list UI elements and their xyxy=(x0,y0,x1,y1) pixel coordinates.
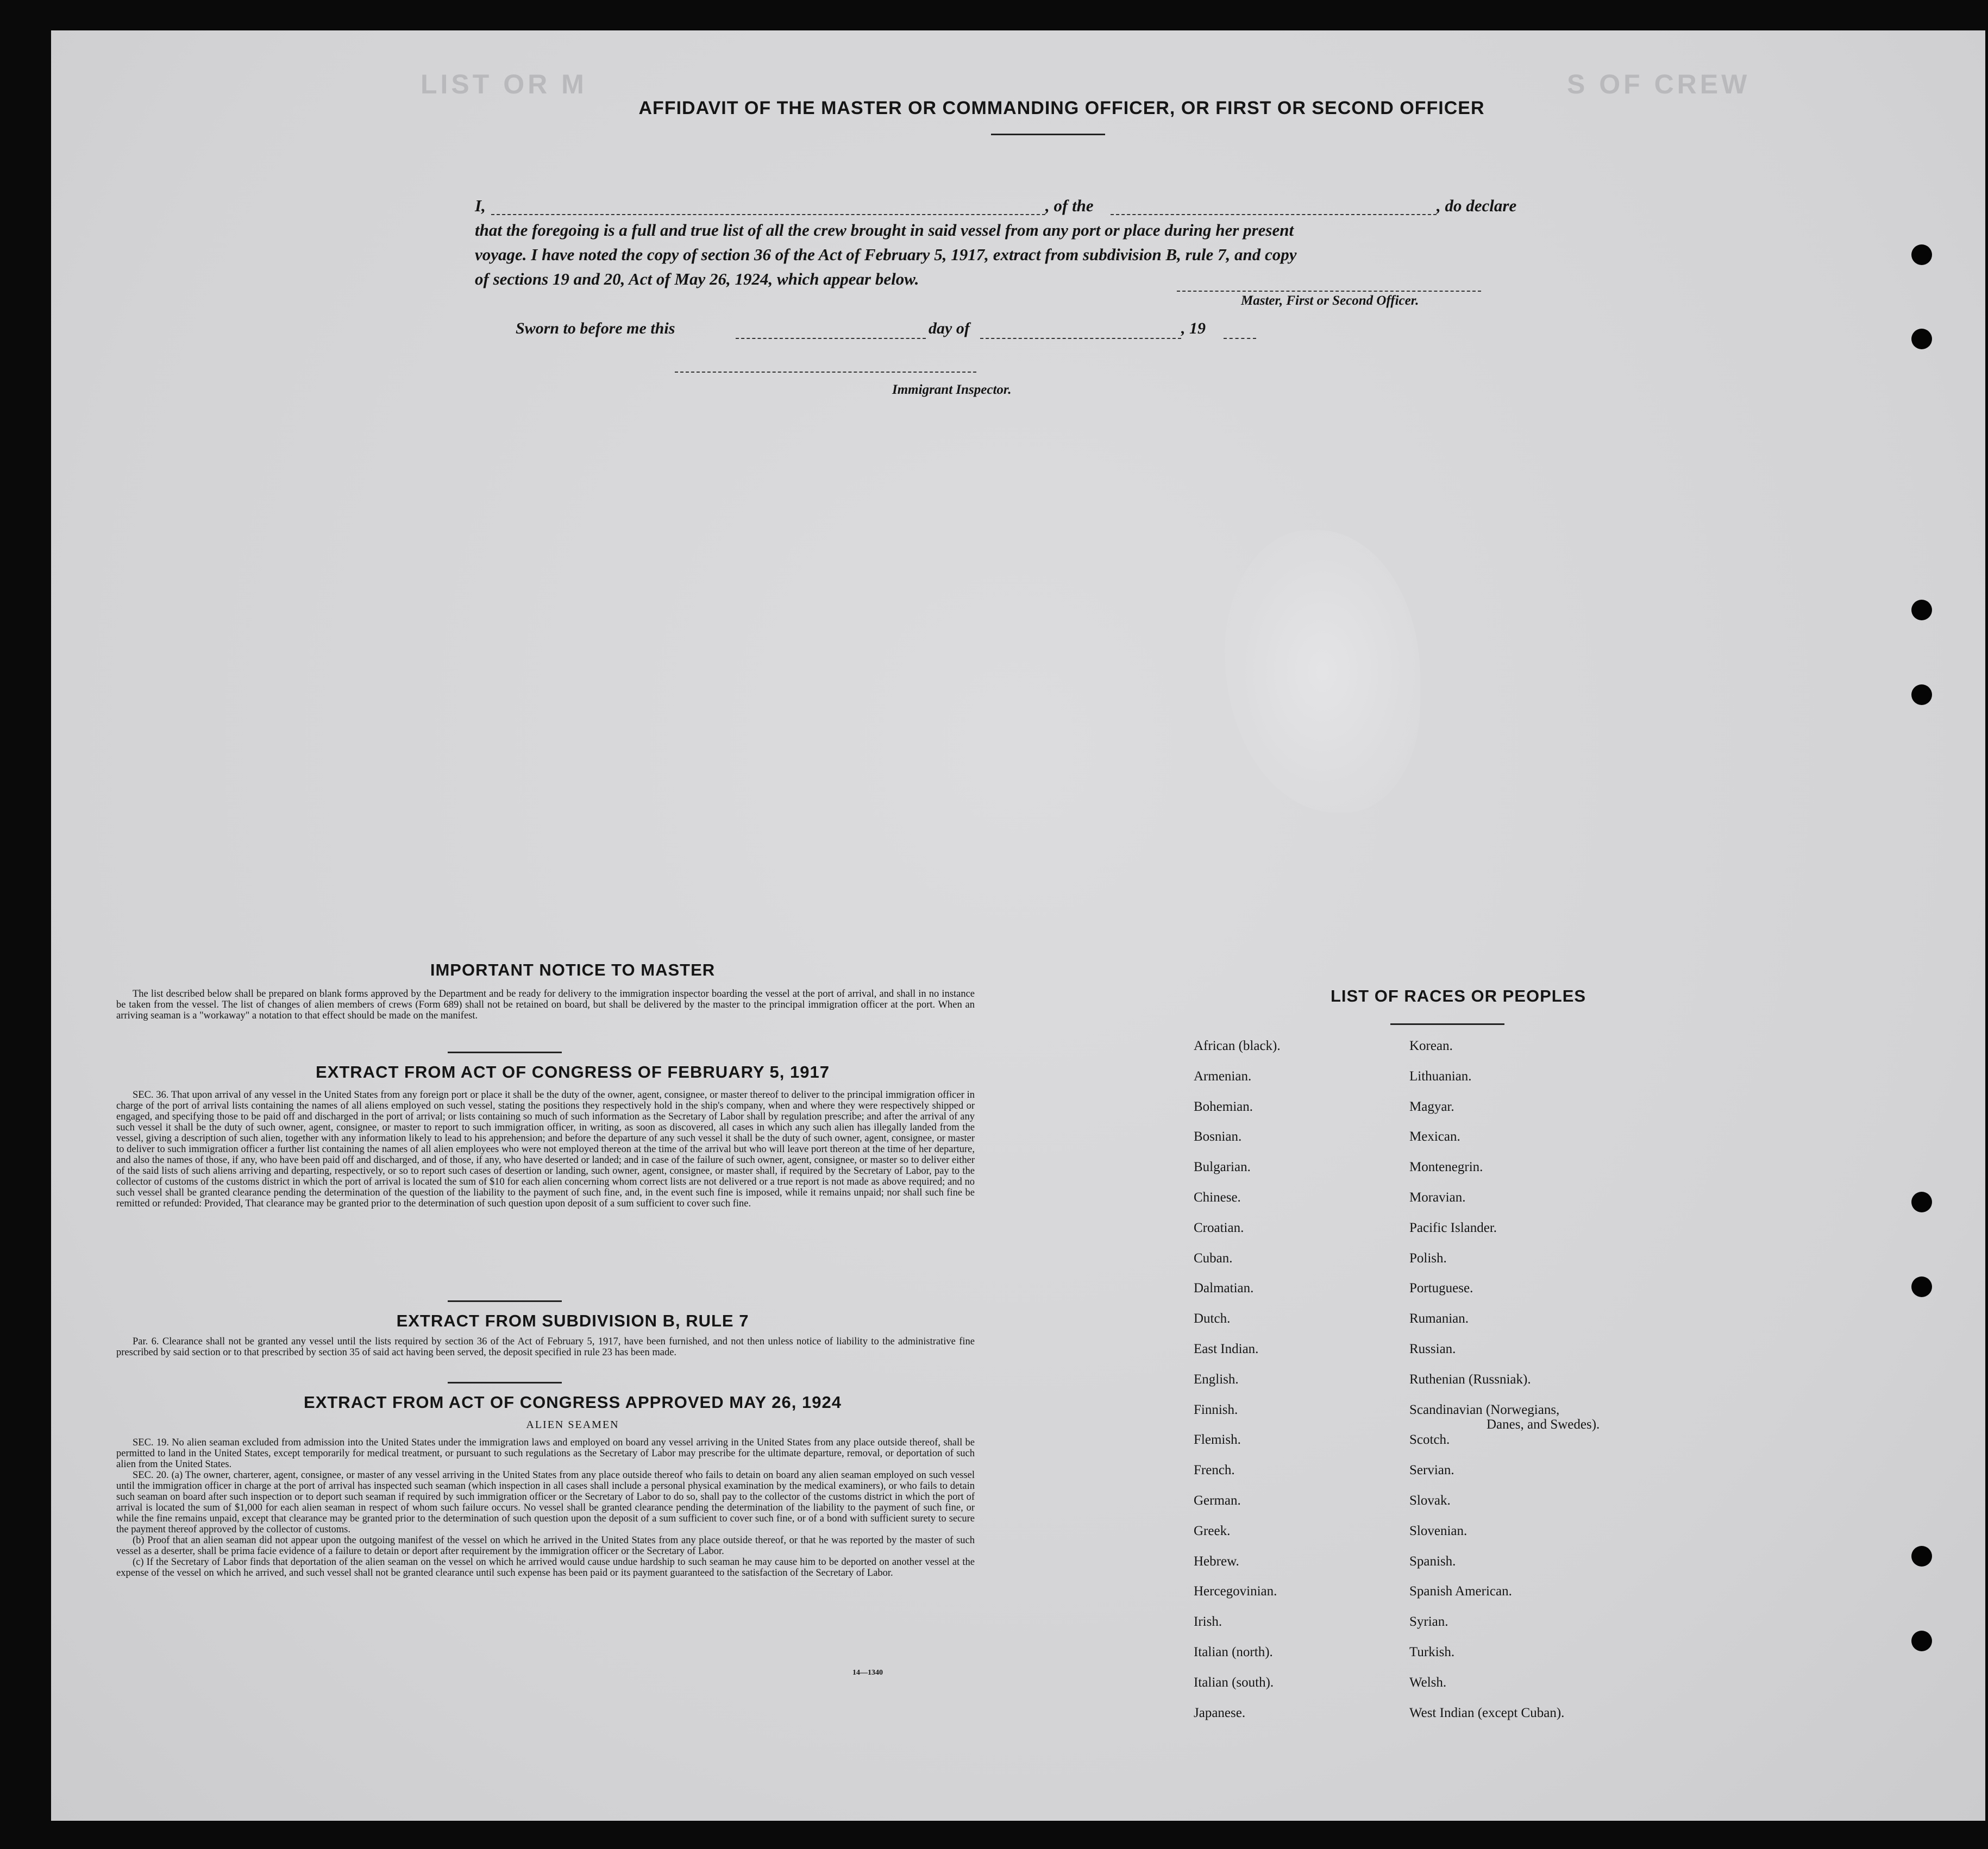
race-item: French. xyxy=(1194,1463,1235,1478)
section-19-paragraph: SEC. 19. No alien seaman excluded from admission into the United States under the immigration laws and employed on board any vessel arriving in the United States from any place outside thereof, shall be permitted to land in the United States, except temporarily for medical treatment, or pursuant to such regulations as the Secretary of Labor may prescribe for the ultimate departure, removal, or deportation of such alien from the United States. xyxy=(116,1437,975,1470)
race-item: Spanish American. xyxy=(1409,1584,1512,1599)
race-item: Servian. xyxy=(1409,1463,1454,1478)
race-item: Rumanian. xyxy=(1409,1311,1469,1326)
extract-1917-title: EXTRACT FROM ACT OF CONGRESS OF FEBRUARY 5, 1917 xyxy=(316,1062,830,1081)
race-item: Slovenian. xyxy=(1409,1523,1468,1538)
race-item: Japanese. xyxy=(1194,1705,1246,1720)
affidavit-line-3: voyage. I have noted the copy of section 36 of the Act of February 5, 1917, extract from subdivision B, rule 7, and copy xyxy=(475,245,1297,264)
affidavit-of-the: , of the xyxy=(1045,196,1094,215)
race-item: Slovak. xyxy=(1409,1493,1451,1508)
race-item: Croatian. xyxy=(1194,1220,1244,1235)
race-item: Turkish. xyxy=(1409,1645,1455,1659)
divider-2 xyxy=(448,1300,562,1302)
notice-title: IMPORTANT NOTICE TO MASTER xyxy=(430,960,716,979)
race-item: Magyar. xyxy=(1409,1099,1454,1114)
master-signature-line[interactable] xyxy=(1177,291,1481,292)
race-item: Polish. xyxy=(1409,1250,1447,1266)
affidavit-do-declare: , do declare xyxy=(1437,196,1517,215)
binder-hole xyxy=(1911,1192,1932,1212)
race-item: Cuban. xyxy=(1194,1250,1233,1266)
race-item: West Indian (except Cuban). xyxy=(1409,1705,1565,1720)
race-item: Greek. xyxy=(1194,1523,1231,1538)
section-20c-paragraph: (c) If the Secretary of Labor finds that deportation of the alien seaman on the vessel on which he arrived would cause undue hardship to such seaman he may cause him to be deported on another vessel at the expense of the vessel on which he arrived, and such vessel shall not be granted clearance until such expense has been paid or its payment guaranteed to the satisfaction of the Secretary of Labor. xyxy=(116,1557,975,1578)
title-underline xyxy=(991,134,1105,135)
day-of-label: day of xyxy=(929,319,970,337)
race-item: Ruthenian (Russniak). xyxy=(1409,1372,1531,1387)
race-item: Mexican. xyxy=(1409,1129,1460,1144)
binder-hole xyxy=(1911,600,1932,620)
race-item: English. xyxy=(1194,1372,1239,1387)
race-item: Irish. xyxy=(1194,1614,1222,1630)
par-6-paragraph: Par. 6. Clearance shall not be granted any vessel until the lists required by section 36 of the Act of February 5, 1917, have been furnished, and not then unless notice of liability to the administrative fine prescribed by said section or to that prescribed by section 35 of said act having been served, the deposit specified in rule 23 has been made. xyxy=(116,1336,975,1358)
notice-paragraph: The list described below shall be prepared on blank forms approved by the Department and be ready for delivery to the immigration inspector boarding the vessel at the port of arrival, and shall in no instance be taken from the vessel. The list of changes of alien members of crews (Form 689) shall not be retained on board, but shall be delivered by the master to the principal immigration officer at the port. When an arriving seaman is a "workaway" a notation to that effect should be made on the manifest. xyxy=(116,989,975,1021)
divider-1 xyxy=(448,1052,562,1053)
divider-3 xyxy=(448,1382,562,1383)
sworn-label: Sworn to before me this xyxy=(516,319,675,337)
inspector-label: Immigrant Inspector. xyxy=(892,382,1012,397)
section-20a-paragraph: SEC. 20. (a) The owner, charterer, agent, consignee, or master of any vessel arriving in the United States from any place outside thereof who fails to detain on board any alien seaman employed on such vessel until the immigration officer in charge at the port of arrival has inspected such seaman (which inspection in all cases shall include a personal physical examination by the medical examiners), or who fails to detain such seaman on board after such inspection or to deport such seaman if required by such immigration officer or the Secretary of Labor to do so, shall pay to the collector of the customs district in which the port of arrival is located the sum of $1,000 for each alien seaman in respect of whom such failure occurs. No vessel shall be granted clearance pending the determination of the liability to the payment of such fine, or while the fine remains unpaid, except that clearance may be granted prior to the determination of such question upon the deposit of a sum sufficient to cover such fine, or of a bond with sufficient surety to secure the payment thereof approved by the collector of customs. xyxy=(116,1470,975,1535)
binder-hole xyxy=(1911,1546,1932,1567)
extract-1924-text xyxy=(116,1437,975,1578)
section-20b-paragraph: (b) Proof that an alien seaman did not appear upon the outgoing manifest of the vessel on which he arrived in the United States from any place outside thereof, or that he was reported by the master of such vessel as a deserter, shall be prima facie evidence of a failure to detain or deport after requirement by the immigration officer or the Secretary of Labor. xyxy=(116,1535,975,1557)
race-item: Flemish. xyxy=(1194,1432,1241,1448)
race-item: Italian (south). xyxy=(1194,1675,1274,1690)
bleed-through-heading-right: S OF CREW xyxy=(1567,69,1751,99)
race-item: German. xyxy=(1194,1493,1241,1508)
races-title: LIST OF RACES OR PEOPLES xyxy=(1330,986,1586,1005)
extract-rule7-title: EXTRACT FROM SUBDIVISION B, RULE 7 xyxy=(396,1311,749,1330)
race-item: Scotch. xyxy=(1409,1432,1450,1448)
sworn-year-blank[interactable] xyxy=(1224,338,1256,339)
race-item: Hercegovinian. xyxy=(1194,1584,1277,1599)
section-36-paragraph: SEC. 36. That upon arrival of any vessel in the United States from any foreign port or place it shall be the duty of the owner, agent, consignee, or master thereof to deliver to the principal immigration officer in charge of the port of arrival lists containing the names of all aliens employed on such vessel, stating the positions they respectively hold in the ship's company, when and where they were respectively shipped or engaged, and specifying those to be paid off and discharged in the port of arrival; or lists containing so much of such information as the Secretary of Labor shall by regulation prescribe; and after the arrival of any such vessel it shall be the duty of such owner, agent, consignee, or master to report to such immigration officer, in writing, as soon as discovered, all cases in which any such alien has illegally landed from the vessel, giving a description of such alien, together with any information likely to lead to his apprehension; and before the departure of any such vessel it shall be the duty of such owner, agent, consignee, or master to deliver to such immigration officer a further list containing the names of all alien employees who were not employed thereon at the time of the arrival but who will leave port thereon at the time of her departure, and also the names of those, if any, who have been paid off and discharged, and of those, if any, who have deserted or landed; and in case of the failure of such owner, agent, consignee, or master so to deliver either of the said lists of such aliens arriving and departing, respectively, or so to report such cases of desertion or landing, such owner, agent, consignee, or master shall, if required by the Secretary of Labor, pay to the collector of customs of the customs district in which the port of arrival is located the sum of $10 for each alien concerning whom correct lists are not delivered or a true report is not made as above required; and no such vessel shall be granted clearance pending the determination of the question of the liability to the payment of such fine, and, in the event such fine is imposed, while it remains unpaid; nor shall such fine be remitted or refunded: Provided, That clearance may be granted prior to the determination of such question upon deposit of a sum sufficient to cover such fine. xyxy=(116,1090,975,1209)
binder-hole xyxy=(1911,1631,1932,1651)
race-item: Armenian. xyxy=(1194,1068,1252,1084)
name-blank[interactable] xyxy=(491,214,1045,215)
race-item: Hebrew. xyxy=(1194,1554,1239,1569)
extract-1924-title: EXTRACT FROM ACT OF CONGRESS APPROVED MAY 26, 1924 xyxy=(304,1393,842,1412)
race-item: Bohemian. xyxy=(1194,1099,1253,1114)
affidavit-i: I, xyxy=(475,196,486,215)
race-item: Portuguese. xyxy=(1409,1281,1473,1296)
race-item: African (black). xyxy=(1194,1039,1281,1053)
race-item: Dutch. xyxy=(1194,1311,1231,1326)
binder-hole xyxy=(1911,329,1932,349)
race-item: Pacific Islander. xyxy=(1409,1220,1497,1235)
race-item: Welsh. xyxy=(1409,1675,1447,1690)
affidavit-title: AFFIDAVIT OF THE MASTER OR COMMANDING OFFICER, OR FIRST OR SECOND OFFICER xyxy=(638,98,1485,118)
race-item: Russian. xyxy=(1409,1342,1456,1356)
inspector-signature-line[interactable] xyxy=(675,372,976,373)
race-scandinavian-continued: Danes, and Swedes). xyxy=(1487,1417,1600,1432)
sworn-month-blank[interactable] xyxy=(980,338,1181,339)
master-signature-label: Master, First or Second Officer. xyxy=(1241,293,1419,308)
race-item: East Indian. xyxy=(1194,1342,1259,1356)
race-item: Chinese. xyxy=(1194,1190,1241,1205)
race-item: Bulgarian. xyxy=(1194,1160,1251,1175)
extract-1917-text xyxy=(116,1090,975,1209)
race-item: Dalmatian. xyxy=(1194,1281,1254,1296)
alien-seamen-subtitle: ALIEN SEAMEN xyxy=(526,1419,619,1431)
binder-hole xyxy=(1911,244,1932,265)
race-item: Finnish. xyxy=(1194,1402,1238,1417)
form-number: 14—1340 xyxy=(852,1669,883,1677)
race-item: Syrian. xyxy=(1409,1614,1448,1630)
race-item: Korean. xyxy=(1409,1039,1453,1053)
affidavit-line-1 xyxy=(475,193,1578,218)
notice-text xyxy=(116,989,975,1021)
year-label: , 19 xyxy=(1181,319,1206,337)
document-page xyxy=(51,30,1985,1821)
affidavit-line-4: of sections 19 and 20, Act of May 26, 1924, which appear below. xyxy=(475,269,919,288)
race-item: Spanish. xyxy=(1409,1554,1456,1569)
race-item: Scandinavian (Norwegians, xyxy=(1409,1402,1560,1417)
race-item: Italian (north). xyxy=(1194,1645,1273,1659)
race-item: Montenegrin. xyxy=(1409,1160,1483,1175)
race-item: Moravian. xyxy=(1409,1190,1466,1205)
race-item: Bosnian. xyxy=(1194,1129,1242,1144)
affidavit-body xyxy=(475,193,1578,291)
binder-hole xyxy=(1911,1276,1932,1297)
bleed-through-heading: LIST OR M xyxy=(421,69,587,99)
affidavit-line-2: that the foregoing is a full and true list of all the crew brought in said vessel from any port or place during her present xyxy=(475,221,1294,240)
binder-hole xyxy=(1911,684,1932,705)
extract-rule7-text xyxy=(116,1336,975,1358)
sworn-day-blank[interactable] xyxy=(736,338,926,339)
vessel-blank[interactable] xyxy=(1111,214,1437,215)
paper-stain xyxy=(1225,530,1420,813)
races-title-underline xyxy=(1390,1023,1504,1025)
race-item: Lithuanian. xyxy=(1409,1068,1472,1084)
